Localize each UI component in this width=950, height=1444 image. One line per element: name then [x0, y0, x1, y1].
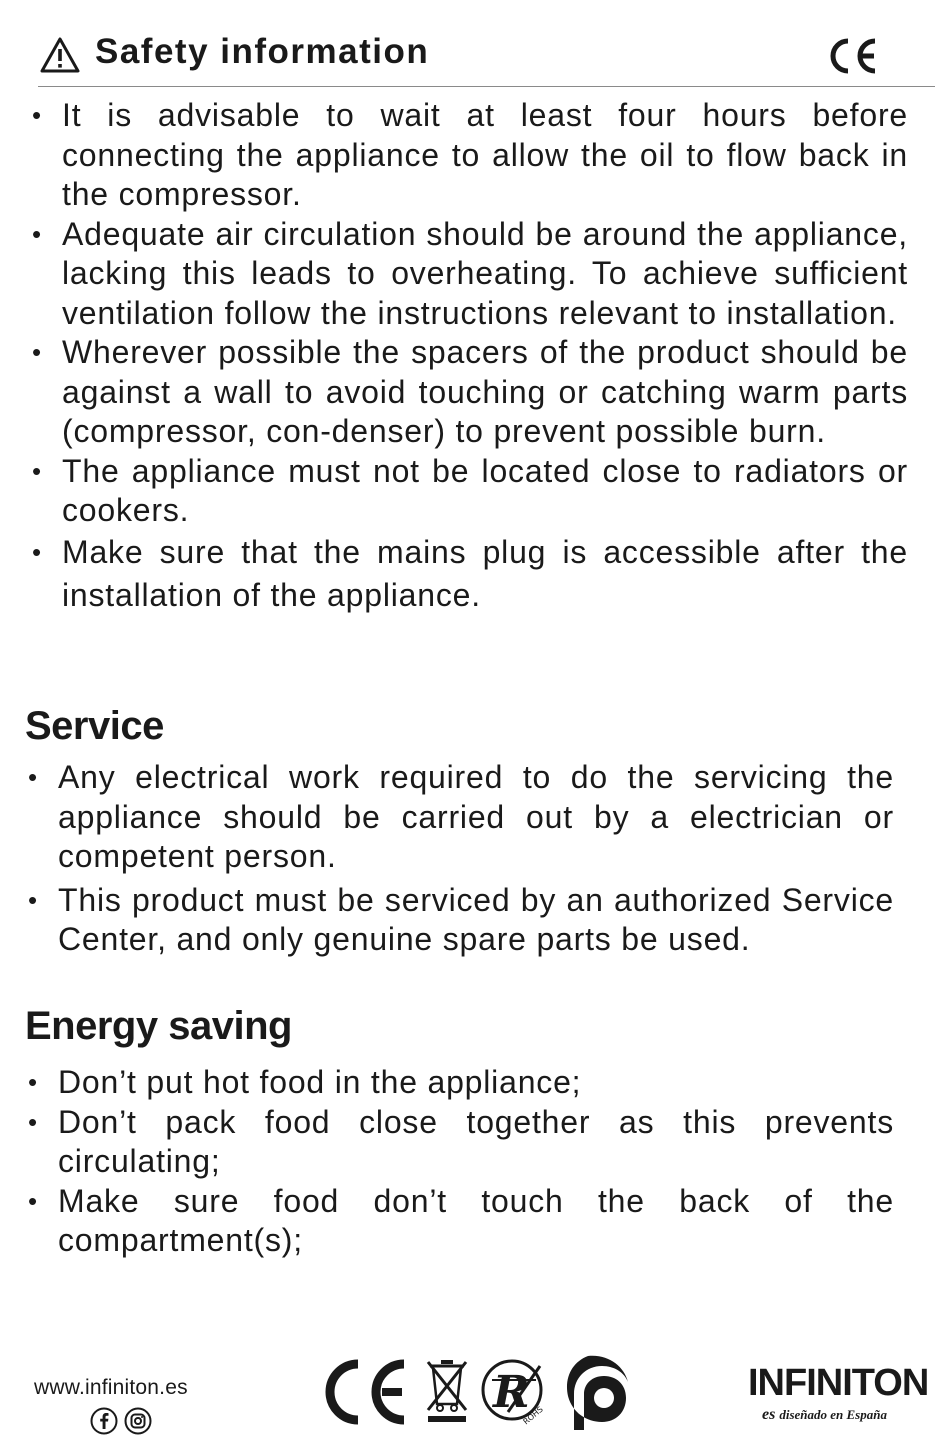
brand-mark: es: [762, 1406, 776, 1423]
list-item: • Don’t pack food close together as this prevents circulating;: [28, 1103, 894, 1182]
instagram-icon[interactable]: [124, 1407, 152, 1435]
website-link[interactable]: www.infiniton.es: [34, 1376, 188, 1399]
service-heading: Service: [25, 704, 164, 748]
list-item: • Wherever possible the spacers of the product should be against a wall to avoid touching or catching warm parts (compressor, con-denser) to prevent possible burn.: [32, 333, 908, 452]
svg-text:R: R: [493, 1367, 530, 1418]
crossed-bin-icon: [422, 1352, 472, 1432]
tagline-text: diseñado en España: [779, 1407, 887, 1422]
brand-logo: INFINITON: [748, 1362, 929, 1404]
list-item: • This product must be serviced by an authorized Service Center, and only genuine spare parts be used.: [28, 881, 894, 960]
service-list: [28, 758, 894, 960]
safety-list: [32, 96, 908, 617]
ce-mark-icon: [320, 1352, 406, 1432]
rohs-logo-icon: [478, 1352, 548, 1432]
list-item: • Make sure food don’t touch the back of the compartment(s);: [28, 1182, 894, 1261]
ce-mark-icon: [824, 36, 878, 76]
list-item: • It is advisable to wait at least four hours before connecting the appliance to allow the oil to flow back in the compressor.: [32, 96, 908, 215]
energy-saving-heading: Energy saving: [25, 1004, 292, 1048]
section-header: [38, 30, 935, 87]
facebook-icon[interactable]: [90, 1407, 118, 1435]
warning-triangle-icon: [40, 37, 80, 73]
page-title: Safety information: [95, 32, 430, 71]
list-item: • Adequate air circulation should be around the appliance, lacking this leads to overheating. To achieve sufficient ventilation follow the instructions relevant to installation.: [32, 215, 908, 334]
svg-text:ROHS: ROHS: [521, 1404, 545, 1427]
brand-tagline: [762, 1406, 887, 1424]
recycling-symbol-icon: [558, 1352, 632, 1432]
list-item: • The appliance must not be located close to radiators or cookers.: [32, 452, 908, 531]
list-item: • Any electrical work required to do the servicing the appliance should be carried out by a electrician or competent person.: [28, 758, 894, 877]
energy-saving-list: [28, 1063, 894, 1261]
list-item: • Make sure that the mains plug is accessible after the installation of the appliance.: [32, 531, 908, 617]
list-item: • Don’t put hot food in the appliance;: [28, 1063, 894, 1103]
